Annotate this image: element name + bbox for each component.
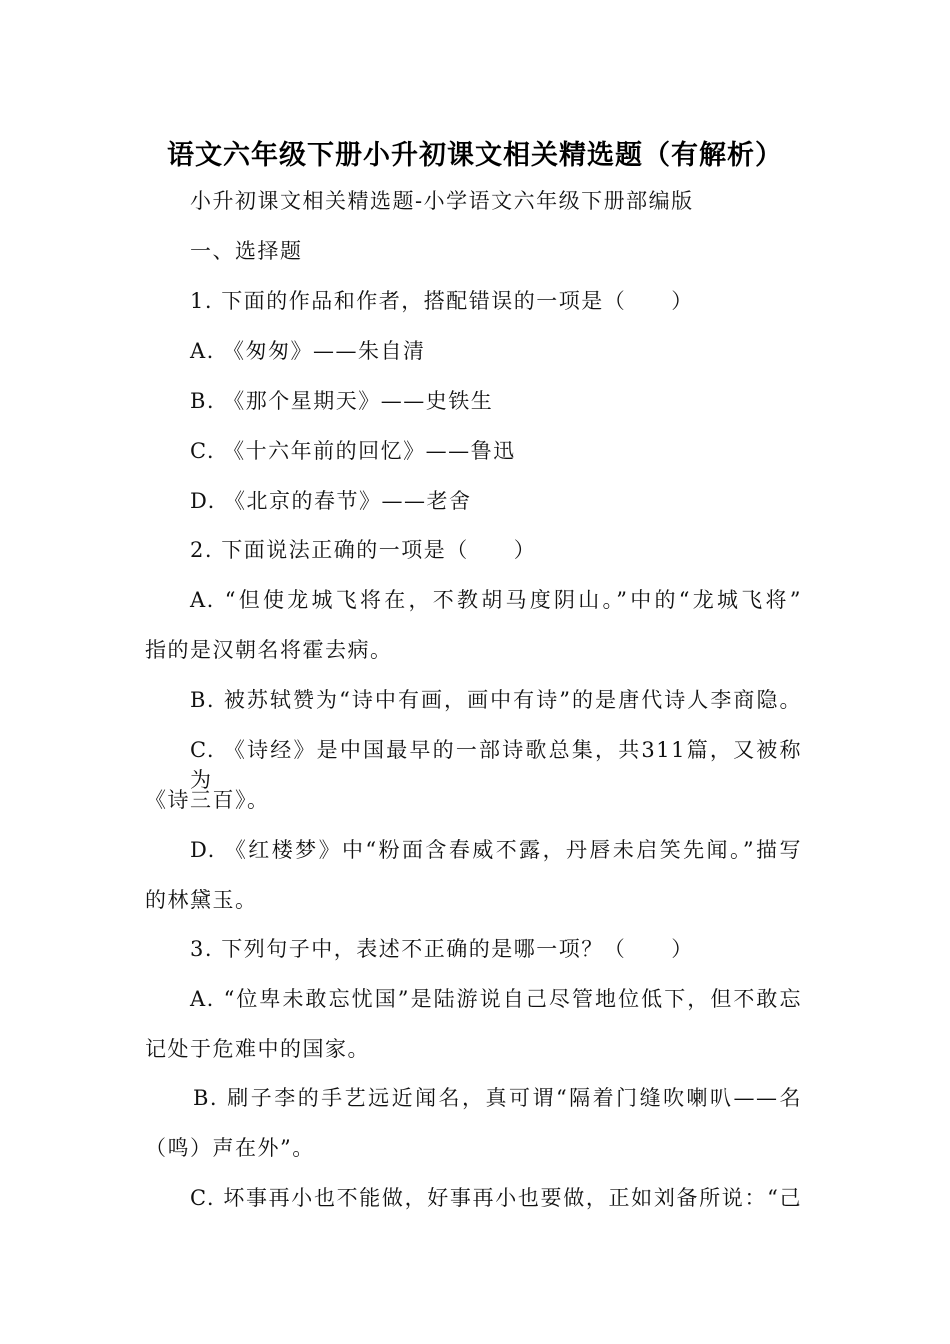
question-1-option-d: D. 《北京的春节》——老舍: [190, 489, 472, 513]
question-2-option-d: D. 《红楼梦》中“粉面含春威不露，丹唇未启笑先闻。”描写: [190, 838, 802, 862]
question-2-option-d-cont: 的林黛玉。: [145, 888, 258, 912]
question-1-option-a: A. 《匆匆》——朱自清: [190, 339, 426, 363]
document-title: 语文六年级下册小升初课文相关精选题（有解析）: [167, 140, 783, 171]
question-2-option-a: A. “但使龙城飞将在，不教胡马度阴山。”中的“龙城飞将”: [190, 588, 802, 612]
question-3-option-b-cont: （鸣）声在外”。: [145, 1136, 315, 1160]
question-1: 1. 下面的作品和作者，搭配错误的一项是（ ）: [190, 289, 694, 313]
question-3-option-a-cont: 记处于危难中的国家。: [145, 1037, 370, 1061]
question-3-option-c: C. 坏事再小也不能做，好事再小也要做，正如刘备所说：“己: [190, 1186, 802, 1210]
question-2-option-b: B. 被苏轼赞为“诗中有画，画中有诗”的是唐代诗人李商隐。: [190, 688, 802, 712]
question-3-option-b: B. 刷子李的手艺远近闻名，真可谓“隔着门缝吹喇叭——名: [193, 1086, 802, 1110]
question-2: 2. 下面说法正确的一项是（ ）: [190, 538, 537, 562]
section-heading: 一、选择题: [190, 239, 303, 263]
question-2-option-a-cont: 指的是汉朝名将霍去病。: [145, 638, 393, 662]
question-2-option-c-cont: 《诗三百》。: [145, 788, 270, 812]
subtitle-line: 小升初课文相关精选题-小学语文六年级下册部编版: [190, 189, 694, 213]
question-3-option-a: A. “位卑未敢忘忧国”是陆游说自己尽管地位低下，但不敢忘: [190, 987, 802, 1011]
question-2-option-c: C. 《诗经》是中国最早的一部诗歌总集，共311篇，又被称为: [190, 738, 802, 792]
question-1-option-c: C. 《十六年前的回忆》——鲁迅: [190, 439, 516, 463]
question-3: 3. 下列句子中，表述不正确的是哪一项？（ ）: [190, 937, 694, 961]
question-1-option-b: B. 《那个星期天》——史铁生: [190, 389, 494, 413]
